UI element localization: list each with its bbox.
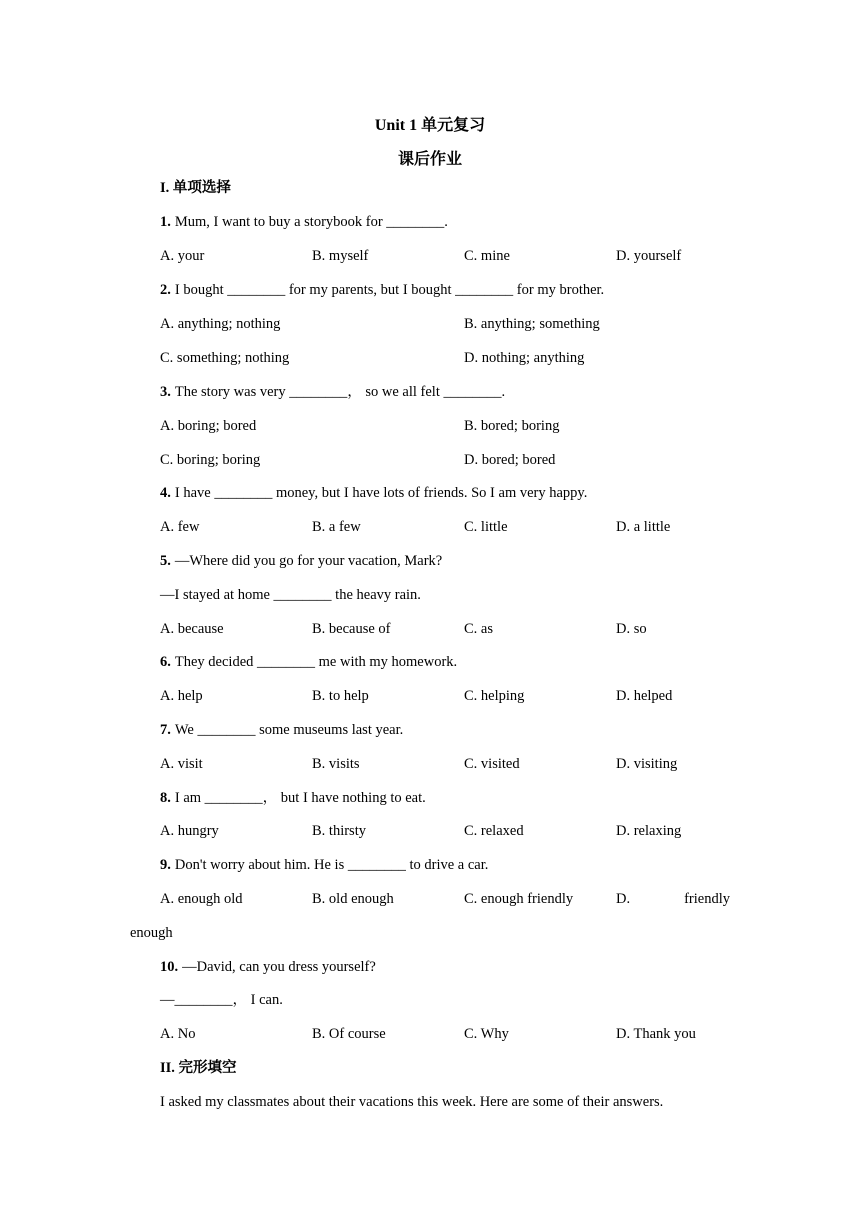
option-c: C. little — [464, 519, 508, 535]
section-heading-2: II. 完形填空 — [160, 1060, 237, 1076]
option-a: A. your — [160, 248, 205, 264]
question-text: Mum, I want to buy a storybook for ________. — [174, 214, 448, 230]
option-d: D. relaxing — [616, 823, 682, 839]
option-b: B. bored; boring — [464, 418, 560, 434]
question-number: 9. — [160, 857, 171, 873]
option-a: A. enough old — [160, 891, 243, 907]
question-text: I have ________ money, but I have lots of friends. So I am very happy. — [174, 485, 588, 501]
option-c: C. relaxed — [464, 823, 524, 839]
option-a: A. because — [160, 621, 224, 637]
question-8 — [160, 789, 426, 807]
question-text: They decided ________ me with my homework. — [174, 654, 458, 670]
options-row — [160, 687, 732, 705]
options-row — [160, 315, 732, 333]
options-row — [160, 417, 732, 435]
option-d: D. a little — [616, 519, 671, 535]
options-row — [160, 247, 732, 265]
question-text: I am ________， but I have nothing to eat. — [174, 790, 426, 806]
option-b: B. anything; something — [464, 316, 600, 332]
options-row — [160, 890, 732, 908]
question-number: 6. — [160, 654, 171, 670]
options-row — [160, 1025, 732, 1043]
options-row — [160, 620, 732, 638]
question-2 — [160, 281, 604, 299]
option-c: C. something; nothing — [160, 350, 290, 366]
option-b: B. visits — [312, 756, 360, 772]
option-a: A. few — [160, 519, 200, 535]
question-number: 8. — [160, 790, 171, 806]
passage-intro: I asked my classmates about their vacations this week. Here are some of their answers. — [160, 1094, 664, 1110]
option-d: D. so — [616, 621, 647, 637]
question-3 — [160, 383, 505, 401]
question-9 — [160, 856, 488, 874]
question-10 — [160, 958, 376, 976]
question-number: 5. — [160, 553, 171, 569]
question-number: 10. — [160, 959, 179, 975]
options-row — [160, 451, 732, 469]
options-row — [160, 349, 732, 367]
option-d — [616, 890, 730, 908]
question-6 — [160, 653, 457, 671]
question-5-reply: —I stayed at home ________ the heavy rain. — [160, 587, 421, 603]
option-c: C. Why — [464, 1026, 509, 1042]
option-d-continued: enough — [130, 925, 173, 941]
section-heading-1: I. 单项选择 — [160, 180, 231, 196]
option-c: C. visited — [464, 756, 520, 772]
option-d: D. nothing; anything — [464, 350, 585, 366]
question-7 — [160, 721, 403, 739]
option-d: D. visiting — [616, 756, 678, 772]
option-b: B. Of course — [312, 1026, 386, 1042]
option-a: A. No — [160, 1026, 196, 1042]
option-a: A. help — [160, 688, 203, 704]
question-text: I bought ________ for my parents, but I bought ________ for my brother. — [174, 282, 605, 298]
option-a: A. hungry — [160, 823, 219, 839]
options-row — [160, 518, 732, 536]
option-b: B. myself — [312, 248, 369, 264]
question-text: Don't worry about him. He is ________ to drive a car. — [174, 857, 489, 873]
option-b: B. a few — [312, 519, 361, 535]
option-b: B. because of — [312, 621, 391, 637]
option-b: B. thirsty — [312, 823, 366, 839]
question-text: We ________ some museums last year. — [174, 722, 404, 738]
doc-subtitle: 课后作业 — [397, 151, 462, 168]
question-text: —Where did you go for your vacation, Mark? — [174, 553, 443, 569]
question-4 — [160, 484, 587, 502]
option-d: D. yourself — [616, 248, 682, 264]
options-row — [160, 822, 732, 840]
question-text: The story was very ________， so we all felt ________. — [174, 384, 506, 400]
option-d-letter: D. — [616, 891, 631, 907]
question-5 — [160, 552, 442, 570]
question-number: 2. — [160, 282, 171, 298]
options-row — [160, 755, 732, 773]
question-text: —David, can you dress yourself? — [182, 959, 376, 975]
question-10-reply: —________， I can. — [160, 992, 283, 1008]
option-c: C. enough friendly — [464, 891, 574, 907]
option-c: C. helping — [464, 688, 525, 704]
question-number: 3. — [160, 384, 171, 400]
option-c: C. as — [464, 621, 493, 637]
option-b: B. to help — [312, 688, 369, 704]
option-c: C. mine — [464, 248, 510, 264]
question-number: 7. — [160, 722, 171, 738]
option-d: D. Thank you — [616, 1026, 696, 1042]
question-number: 4. — [160, 485, 171, 501]
option-a: A. visit — [160, 756, 203, 772]
option-a: A. anything; nothing — [160, 316, 281, 332]
option-b: B. old enough — [312, 891, 394, 907]
question-1 — [160, 213, 448, 231]
option-d: D. bored; bored — [464, 452, 556, 468]
option-d: D. helped — [616, 688, 673, 704]
option-d-word: friendly — [684, 891, 730, 907]
question-number: 1. — [160, 214, 171, 230]
doc-title: Unit 1 单元复习 — [374, 117, 486, 134]
option-a: A. boring; bored — [160, 418, 257, 434]
option-c: C. boring; boring — [160, 452, 261, 468]
